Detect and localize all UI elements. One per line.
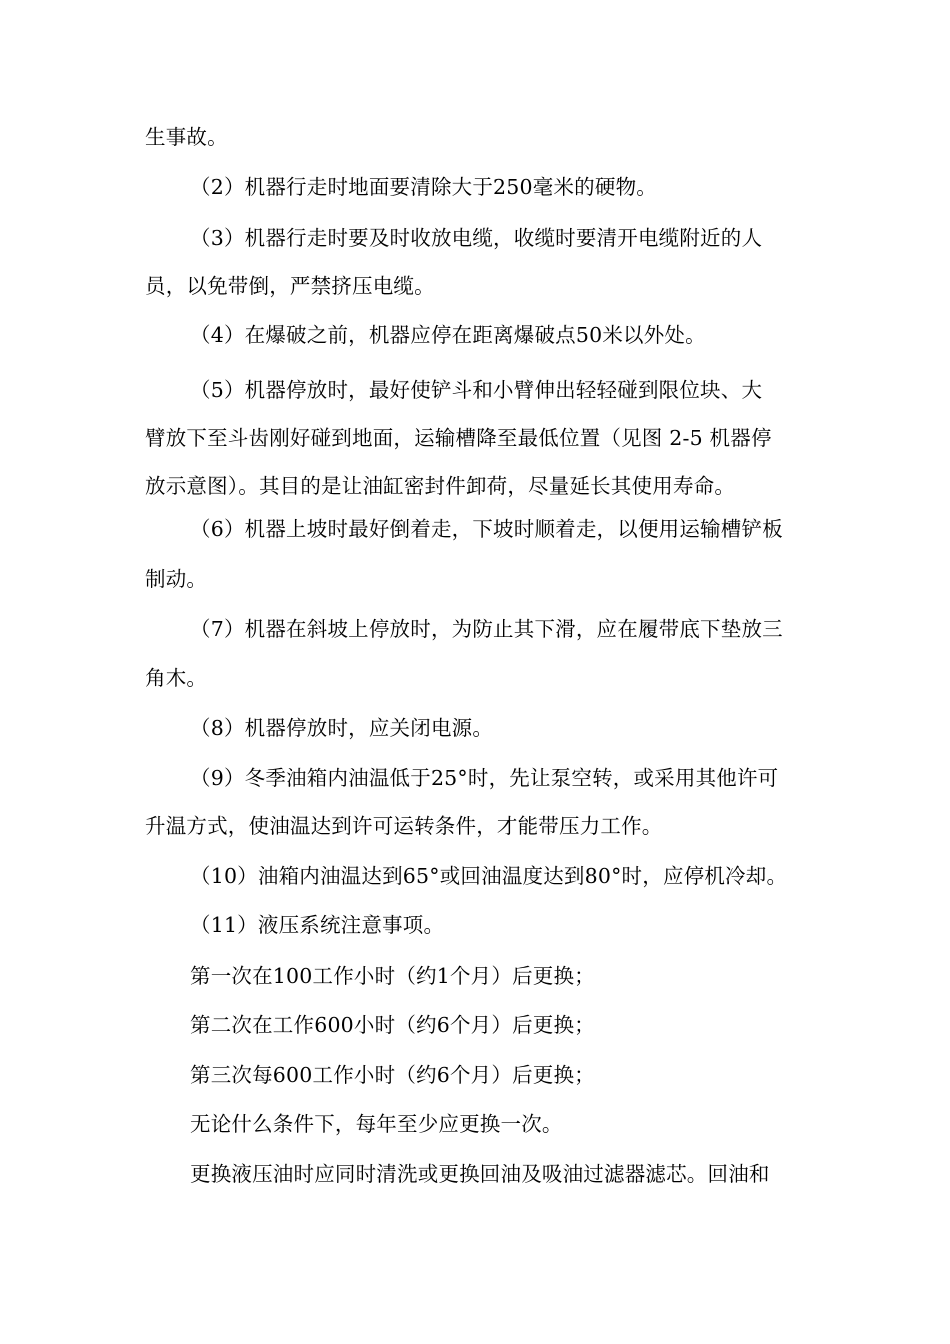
text-line: 更换液压油时应同时清洗或更换回油及吸油过滤器滤芯。回油和 [190, 1162, 770, 1186]
text-line: 升温方式，使油温达到许可运转条件，才能带压力工作。 [145, 814, 663, 838]
text-line: 生事故。 [145, 125, 228, 149]
text-line: 无论什么条件下，每年至少应更换一次。 [190, 1112, 563, 1136]
text-line: （8）机器停放时，应关闭电源。 [190, 716, 494, 740]
text-line: （6）机器上坡时最好倒着走，下坡时顺着走，以便用运输槽铲板 [190, 517, 783, 541]
text-line: （3）机器行走时要及时收放电缆，收缆时要清开电缆附近的人 [190, 226, 763, 250]
text-line: 第三次每600工作小时（约6个月）后更换； [190, 1063, 595, 1087]
text-line: （5）机器停放时，最好使铲斗和小臂伸出轻轻碰到限位块、大 [190, 378, 763, 402]
text-line: 角木。 [145, 666, 208, 690]
text-line: （7）机器在斜坡上停放时，为防止其下滑，应在履带底下垫放三 [190, 617, 783, 641]
text-line: 制动。 [145, 567, 208, 591]
text-line: 第二次在工作600小时（约6个月）后更换； [190, 1013, 595, 1037]
text-line: 第一次在100工作小时（约1个月）后更换； [190, 964, 595, 988]
text-line: （4）在爆破之前，机器应停在距离爆破点50米以外处。 [190, 323, 706, 347]
text-line: 放示意图）。其目的是让油缸密封件卸荷，尽量延长其使用寿命。 [145, 474, 736, 498]
text-line: （10）油箱内油温达到65°或回油温度达到80°时，应停机冷却。 [190, 864, 788, 888]
text-line: （2）机器行走时地面要清除大于250毫米的硬物。 [190, 175, 657, 199]
text-line: （9）冬季油箱内油温低于25°时，先让泵空转，或采用其他许可 [190, 766, 779, 790]
text-line: 臂放下至斗齿刚好碰到地面，运输槽降至最低位置（见图 2-5 机器停 [145, 426, 772, 450]
text-line: （11）液压系统注意事项。 [190, 913, 445, 937]
text-line: 员，以免带倒，严禁挤压电缆。 [145, 274, 435, 298]
